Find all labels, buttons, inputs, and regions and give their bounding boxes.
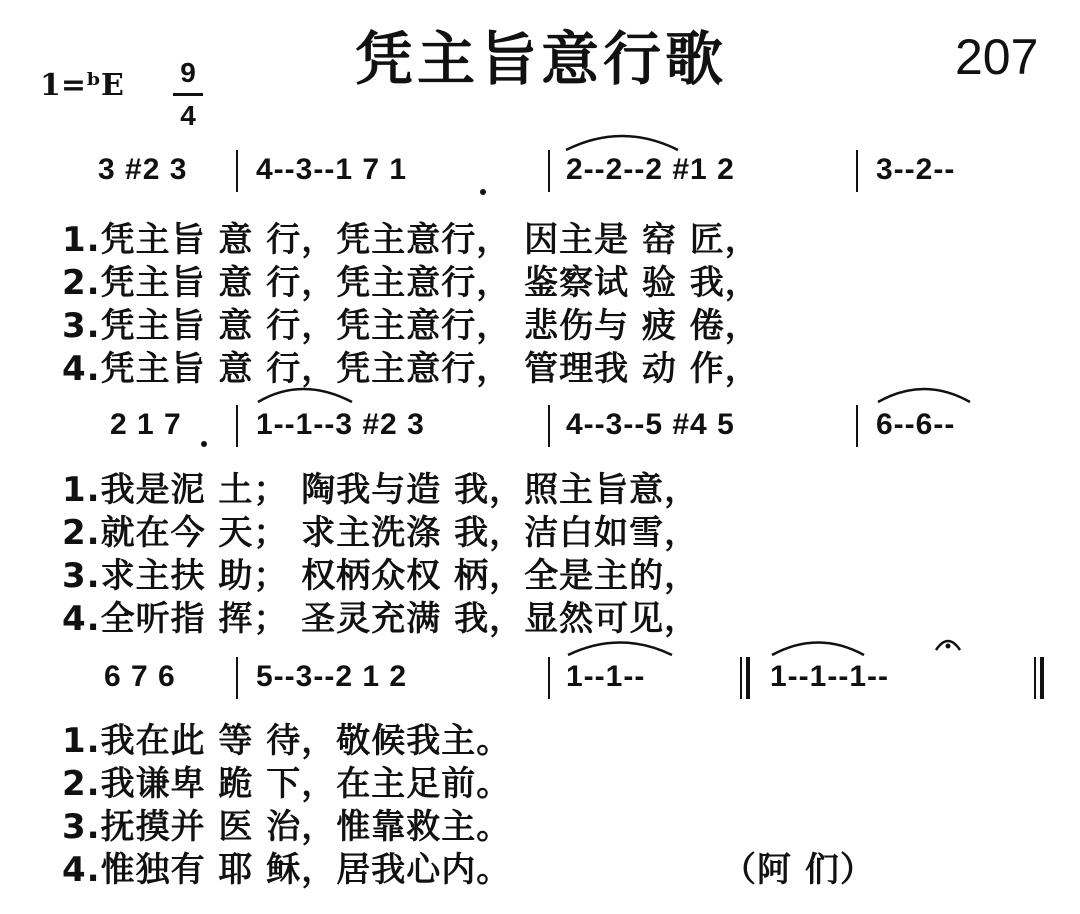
time-signature-top: 9 [180, 57, 196, 88]
verse-1-line: 1.凭主旨 意 行，凭主意行， 因主是 窑 匠， [62, 220, 760, 260]
verse-2-line: 2.凭主旨 意 行，凭主意行， 鉴察试 验 我， [62, 263, 760, 303]
measure-2-3: 4--3--5 #4 5 [566, 408, 735, 441]
measure-1-1: 3 #2 3 [98, 153, 188, 186]
verse-3-line: 3.求主扶 助； 权柄众权 柄，全是主的， [62, 556, 700, 596]
measure-3-4: 1--1--1-- [770, 660, 889, 693]
verse-2-line: 2.就在今 天； 求主洗涤 我，洁白如雪， [62, 513, 700, 553]
verse-1-line: 1.我在此 等 待，敬候我主。 [62, 721, 512, 761]
fermata-dot [946, 644, 951, 649]
verse-4-line: 4.惟独有 耶 稣，居我心内。 [62, 850, 512, 890]
time-signature-bottom: 4 [180, 100, 196, 131]
tie-mark [568, 643, 672, 656]
verse-3-line: 3.凭主旨 意 行，凭主意行， 悲伤与 疲 倦， [62, 306, 760, 346]
verse-4-line: 4.凭主旨 意 行，凭主意行， 管理我 动 作， [62, 349, 760, 389]
amen-text: （阿 们） [722, 850, 875, 890]
hymn-number: 207 [955, 29, 1039, 85]
measure-2-1: 2 1 7 [110, 408, 182, 441]
tie-mark [878, 389, 970, 402]
measure-1-3: 2--2--2 #1 2 [566, 153, 735, 186]
low-octave-dot [480, 189, 486, 195]
key-signature: 1=ᵇE [40, 68, 124, 103]
verse-3-line: 3.抚摸并 医 治，惟靠救主。 [62, 807, 512, 847]
measure-3-2: 5--3--2 1 2 [256, 660, 408, 693]
measure-1-2: 4--3--1 7 1 [256, 153, 408, 186]
hymn-title: 凭主旨意行歌 [355, 25, 728, 93]
low-octave-dot [201, 441, 207, 447]
tie-mark [772, 643, 864, 656]
verse-2-line: 2.我谦卑 跪 下，在主足前。 [62, 764, 512, 804]
measure-2-2: 1--1--3 #2 3 [256, 408, 425, 441]
measure-3-1: 6 7 6 [104, 660, 176, 693]
verse-4-line: 4.全听指 挥； 圣灵充满 我，显然可见， [62, 599, 700, 639]
measure-2-4: 6--6-- [876, 408, 956, 441]
measure-3-3: 1--1-- [566, 660, 646, 693]
verse-1-line: 1.我是泥 土； 陶我与造 我，照主旨意， [62, 470, 700, 510]
tie-mark [566, 136, 678, 150]
tie-mark [258, 389, 352, 402]
measure-1-4: 3--2-- [876, 153, 956, 186]
